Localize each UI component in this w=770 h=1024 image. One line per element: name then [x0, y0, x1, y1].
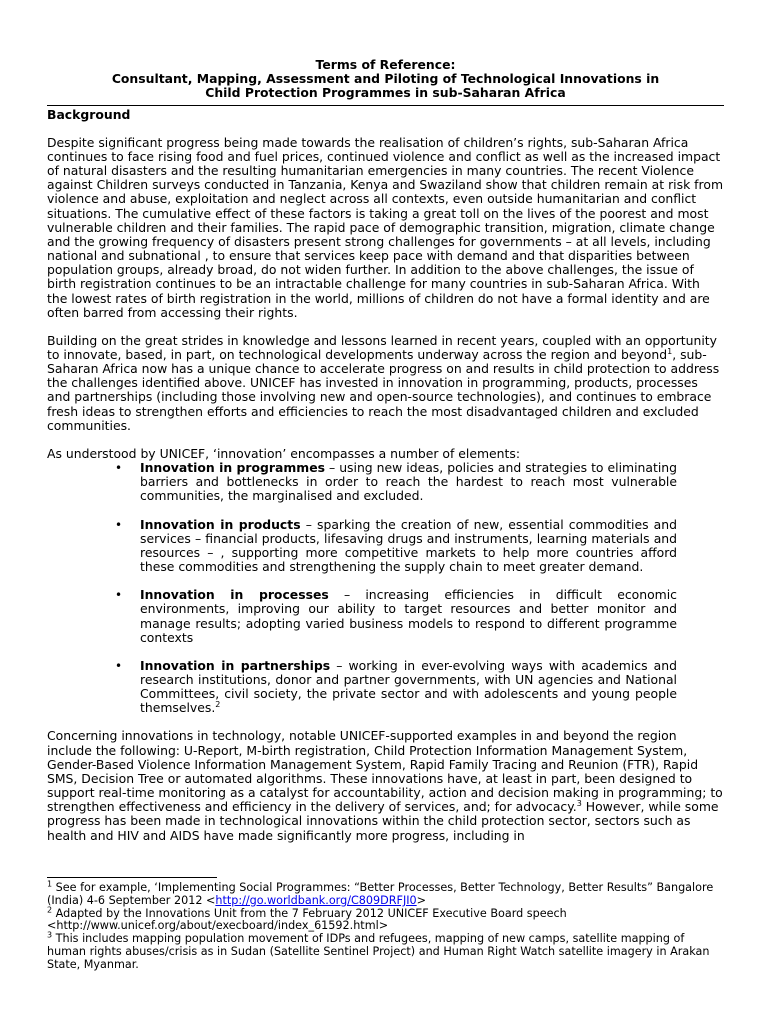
list-item [47, 518, 724, 575]
list-item [47, 659, 724, 716]
footnote-text: See for example, ‘Implementing Social Programmes: “Better Processes, Better Technology, Better Results” Bangalore (India) 4-6 September 2012 < [47, 881, 714, 907]
list-item-text: – using new ideas, policies and strategies to eliminating barriers and bottlenecks in order to reach the hardest to reach most vulnerable communities, the marginalised and excluded. [140, 460, 677, 504]
document-page [47, 58, 724, 843]
innovation-list [47, 461, 724, 715]
document-title [47, 58, 724, 101]
footnote-3 [47, 930, 724, 971]
bullet-icon: • [115, 588, 123, 603]
paragraph-opportunity [47, 334, 724, 433]
footnote-number: 1 [47, 879, 53, 889]
footnote-separator [47, 877, 217, 878]
footnotes [47, 879, 724, 972]
section-heading-background: Background [47, 106, 131, 122]
list-item-title: Innovation in programmes [140, 460, 325, 476]
footnote-1 [47, 879, 724, 908]
footnote-number: 2 [47, 904, 53, 914]
bullet-icon: • [115, 517, 123, 532]
paragraph-technology-text-a: Concerning innovations in technology, notable UNICEF-supported examples in and beyond the region include the following: U-Report, M-birth registration, Child Protection Information Management System, Gender-Based Violence Information Management System, Rapid Family Tracing and Reunion (FTR), Rapid SMS, Decision Tree or automated algorithms. These innovations have, at least in part, been designed to support real-time monitoring as a catalyst for accountability, action and decision making in programming; to strengthen effectiveness and efficiency in the delivery of services, and; for advocacy. [47, 728, 723, 815]
bullet-icon: • [115, 658, 123, 673]
worldbank-link[interactable]: http://go.worldbank.org/C809DRFJI0 [215, 893, 417, 907]
footnote-ref-3[interactable]: 3 [576, 799, 582, 809]
paragraph-technology [47, 729, 724, 842]
footnote-text-end: > [416, 893, 427, 907]
title-line-3: Child Protection Programmes in sub-Saharan Africa [205, 85, 566, 101]
footnote-text: This includes mapping population movement of IDPs and refugees, mapping of new camps, satellite mapping of human rights abuses/crisis as in Sudan (Satellite Sentinel Project) and Human Right Watch satellite imagery in Arakan State, Myanmar. [47, 932, 710, 971]
footnote-ref-2[interactable]: 2 [215, 700, 221, 710]
paragraph-opportunity-text-a: Building on the great strides in knowledge and lessons learned in recent years, coupled with an opportunity to innovate, based, in part, on technological developments underway across the region and beyond [47, 332, 718, 362]
title-line-2: Consultant, Mapping, Assessment and Piloting of Technological Innovations in [111, 71, 660, 87]
paragraph-innovation-intro: As understood by UNICEF, ‘innovation’ encompasses a number of elements: [47, 445, 521, 461]
list-item-title: Innovation in products [140, 516, 301, 532]
footnote-ref-1[interactable]: 1 [667, 346, 673, 356]
list-item [47, 461, 724, 503]
list-item-title: Innovation in processes [140, 587, 329, 603]
list-item [47, 588, 724, 645]
title-divider [47, 105, 724, 106]
list-item-text: – working in ever-evolving ways with academics and research institutions, donor and partner governments, with UN agencies and National Committees, civil society, the private sector and with adolescents and young people themselves. [140, 657, 677, 716]
footnote-number: 3 [47, 930, 53, 940]
footnote-text: Adapted by the Innovations Unit from the 7 February 2012 UNICEF Executive Board speech <http://www.unicef.org/about/execboard/index_61592.html> [47, 906, 567, 933]
paragraph-opportunity-text-b: , sub-Saharan Africa now has a unique chance to accelerate progress on and results in child protection to address the challenges identified above. UNICEF has invested in innovation in programming, products, processes and partnerships (including those involving new and open-source technologies), and continues to embrace fresh ideas to strengthen efforts and efficiencies to reach the most disadvantaged children and excluded communities. [47, 347, 720, 433]
title-line-1: Terms of Reference: [315, 57, 456, 72]
list-item-title: Innovation in partnerships [140, 657, 331, 673]
paragraph-context: Despite significant progress being made towards the realisation of children’s rights, sub-Saharan Africa continues to face rising food and fuel prices, continued violence and conflict as well as the increased impact of natural disasters and the resulting humanitarian emergencies in many countries. The recent Violence against Children surveys conducted in Tanzania, Kenya and Swaziland show that children remain at risk from violence and abuse, exploitation and neglect across all contexts, even outside humanitarian and conflict situations. The cumulative effect of these factors is taking a great toll on the lives of the poorest and most vulnerable children and their families. The rapid pace of demographic transition, migration, climate change and the growing frequency of disasters present strong challenges for governments – at all levels, including national and subnational , to ensure that services keep pace with demand and that disparities between population groups, already broad, do not widen further. In addition to the above challenges, the issue of birth registration continues to be an intractable challenge for many countries in sub-Saharan Africa. With the lowest rates of birth registration in the world, millions of children do not have a formal identity and are often barred from accessing their rights. [47, 134, 724, 320]
paragraph-technology-text-b: However, while some progress has been made in technological innovations within the child protection sector, sectors such as health and HIV and AIDS have made significantly more progress, including in [47, 799, 719, 843]
bullet-icon: • [115, 461, 123, 476]
list-item-text: – sparking the creation of new, essential commodities and services – financial products, lifesaving drugs and instruments, learning materials and resources – , supporting more competitive markets to help more countries afford these commodities and strengthening the supply chain to meet greater demand. [140, 516, 677, 575]
footnote-2 [47, 904, 724, 934]
list-item-text: – increasing efficiencies in difficult economic environments, improving our ability to target resources and better monitor and manage results; adopting varied business models to respond to different programme contexts [140, 587, 677, 645]
